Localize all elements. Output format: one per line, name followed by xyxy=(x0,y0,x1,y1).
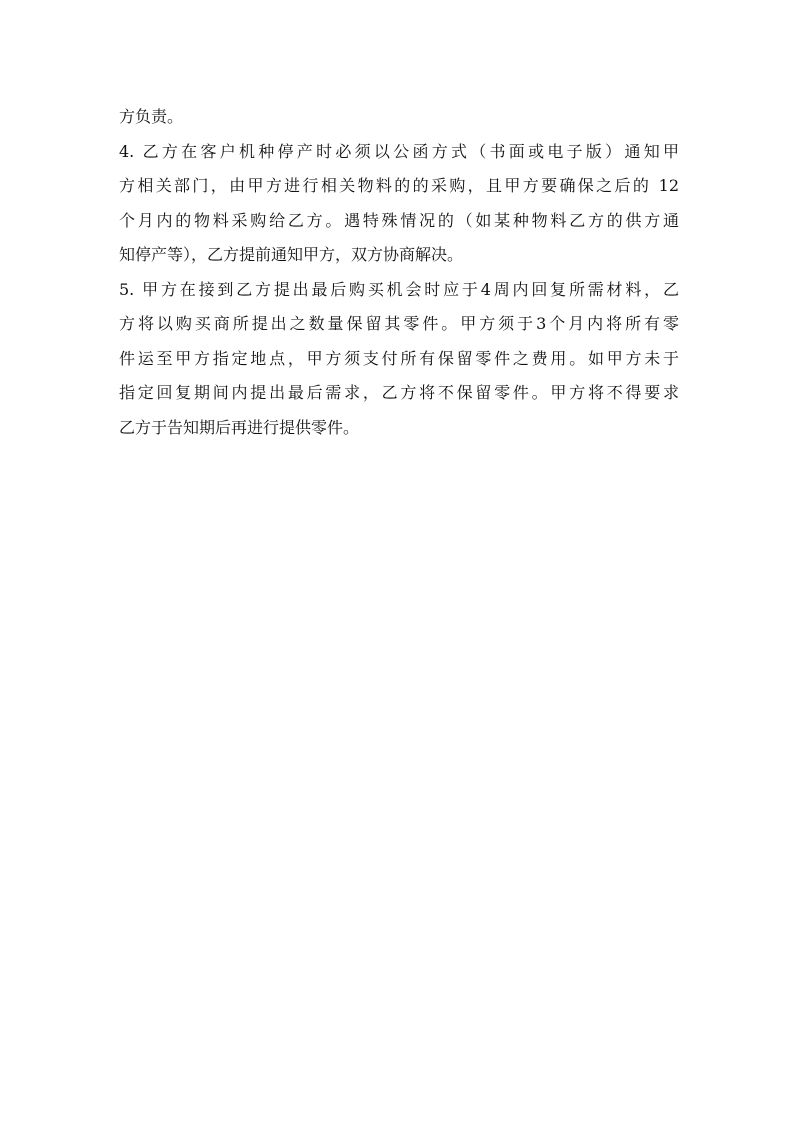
clause-4-line: 4. 乙方在客户机种停产时必须以公函方式（书面或电子版）通知甲 xyxy=(119,141,679,161)
text-line: 方负责。 xyxy=(119,107,184,126)
text-line: 知停产等），乙方提前通知甲方，双方协商解决。 xyxy=(119,245,464,264)
clause-5-line: 5. 甲方在接到乙方提出最后购买机会时应于4周内回复所需材料，乙 xyxy=(119,279,679,299)
text-line: 方将以购买商所提出之数量保留其零件。甲方须于3个月内将所有零 xyxy=(119,314,679,333)
text-line: 方相关部门，由甲方进行相关物料的的采购，且甲方要确保之后的 12 xyxy=(119,176,679,195)
text-line: 个月内的物料采购给乙方。遇特殊情况的（如某种物料乙方的供方通 xyxy=(119,210,679,230)
text-line: 指定回复期间内提出最后需求，乙方将不保留零件。甲方将不得要求 xyxy=(119,383,679,402)
text-line: 件运至甲方指定地点，甲方须支付所有保留零件之费用。如甲方未于 xyxy=(119,348,679,368)
text-line: 乙方于告知期后再进行提供零件。 xyxy=(119,417,360,437)
contract-clauses xyxy=(119,100,679,445)
